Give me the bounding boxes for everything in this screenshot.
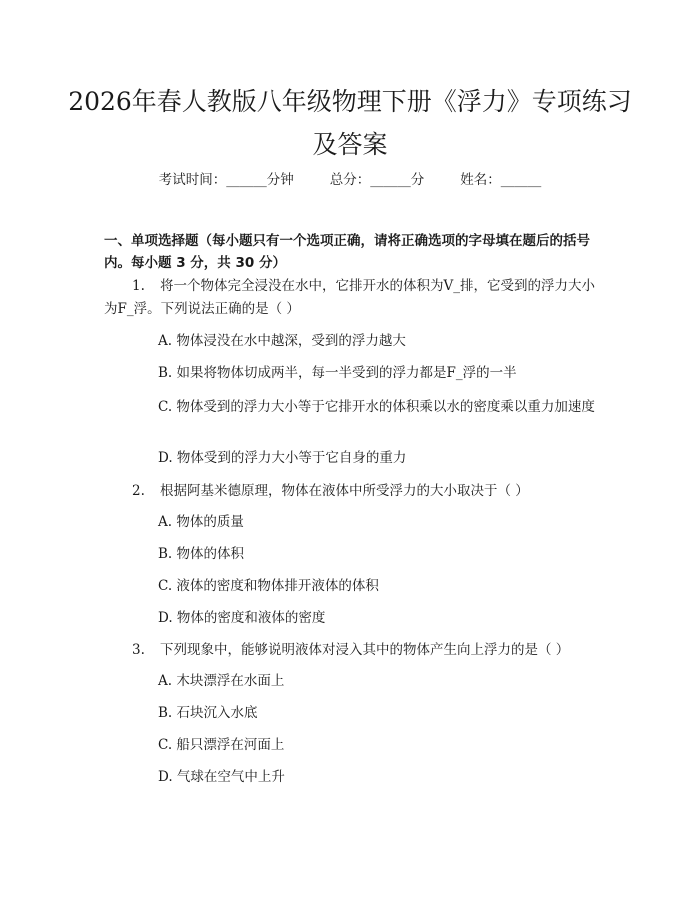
question-3-option-b: B. 石块沉入水底 — [158, 705, 258, 721]
question-1-option-d: D. 物体受到的浮力大小等于它自身的重力 — [158, 450, 407, 466]
question-3-option-d: D. 气球在空气中上升 — [158, 769, 285, 785]
question-3-option-a: A. 木块漂浮在水面上 — [158, 673, 285, 689]
question-number: 1. — [132, 278, 145, 294]
question-stem: 将一个物体完全浸没在水中，它排开水的体积为V_排，它受到的浮力大小为F_浮。下列说法正确的是（ ） — [104, 278, 595, 317]
question-1 — [104, 275, 596, 321]
total-score-field: 总分：______分 — [329, 172, 425, 188]
question-1-option-c: C. 物体受到的浮力大小等于它排开水的体积乘以水的密度乘以重力加速度 — [158, 399, 595, 415]
question-number: 3. — [132, 642, 145, 658]
document-title: 2026年春人教版八年级物理下册《浮力》专项练习及答案 — [68, 87, 632, 159]
question-2 — [104, 480, 596, 503]
student-name-field: 姓名：______ — [460, 172, 542, 188]
question-1-option-a: A. 物体浸没在水中越深，受到的浮力越大 — [158, 333, 406, 349]
question-2-option-a: A. 物体的质量 — [158, 514, 244, 530]
exam-time-field: 考试时间：______分钟 — [158, 172, 294, 188]
question-3 — [104, 639, 596, 662]
question-1-option-b: B. 如果将物体切成两半，每一半受到的浮力都是F_浮的一半 — [158, 365, 517, 381]
question-stem: 根据阿基米德原理，物体在液体中所受浮力的大小取决于（ ） — [160, 483, 529, 499]
question-number: 2. — [132, 483, 145, 499]
question-2-option-b: B. 物体的体积 — [158, 546, 245, 562]
question-2-option-c: C. 液体的密度和物体排开液体的体积 — [158, 578, 379, 594]
exam-info-line — [0, 168, 700, 188]
question-2-option-d: D. 物体的密度和液体的密度 — [158, 610, 326, 626]
question-3-option-c: C. 船只漂浮在河面上 — [158, 737, 285, 753]
question-stem: 下列现象中，能够说明液体对浸入其中的物体产生向上浮力的是（ ） — [160, 642, 570, 658]
section-heading: 一、单项选择题（每小题只有一个选项正确，请将正确选项的字母填在题后的括号内。每小题 3 分，共 30 分） — [104, 233, 590, 271]
